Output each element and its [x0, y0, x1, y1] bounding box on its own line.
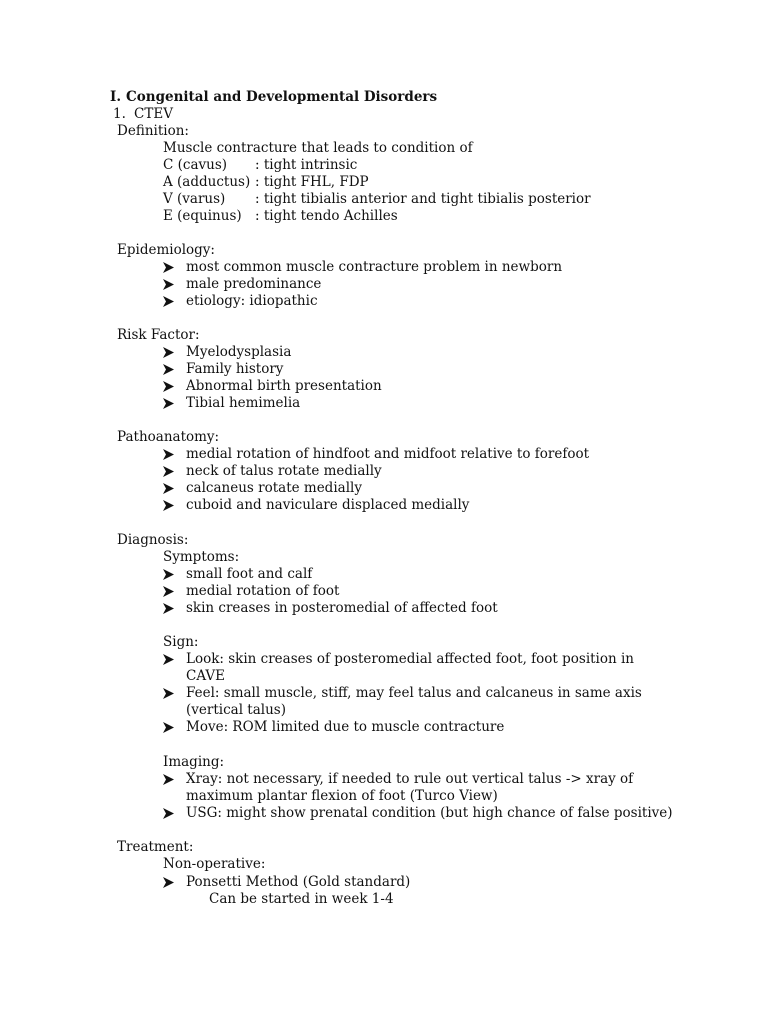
arrow-bullet-icon: [163, 583, 175, 597]
sign-label: Sign:: [163, 634, 199, 650]
diagnosis-label: Diagnosis:: [117, 532, 189, 548]
list-item-continuation: (vertical talus): [186, 702, 286, 718]
list-item: most common muscle contracture problem in newborn: [186, 259, 563, 275]
list-item: neck of talus rotate medially: [186, 463, 382, 479]
arrow-bullet-icon: [163, 378, 175, 392]
arrow-bullet-icon: [163, 600, 175, 614]
list-item-continuation: CAVE: [186, 668, 226, 684]
epidemiology-label: Epidemiology:: [117, 242, 215, 258]
list-item: etiology: idiopathic: [186, 293, 318, 309]
arrow-bullet-icon: [163, 259, 175, 273]
list-item: Look: skin creases of posteromedial affected foot, foot position in: [186, 651, 635, 667]
list-item: Move: ROM limited due to muscle contracture: [186, 719, 505, 735]
list-item: male predominance: [186, 276, 322, 292]
definition-intro: Muscle contracture that leads to condition of: [163, 140, 473, 156]
imaging-label: Imaging:: [163, 754, 225, 770]
symptoms-label: Symptoms:: [163, 549, 240, 565]
arrow-bullet-icon: [163, 566, 175, 580]
item-title: CTEV: [134, 106, 173, 122]
arrow-bullet-icon: [163, 771, 175, 785]
list-item: Family history: [186, 361, 284, 377]
list-item-continuation: maximum plantar flexion of foot (Turco View): [186, 788, 498, 804]
arrow-bullet-icon: [163, 395, 175, 409]
item-number: 1.: [113, 106, 126, 122]
arrow-bullet-icon: [163, 446, 175, 460]
arrow-bullet-icon: [163, 361, 175, 375]
definition-value: : tight FHL, FDP: [255, 174, 369, 190]
arrow-bullet-icon: [163, 276, 175, 290]
arrow-bullet-icon: [163, 874, 175, 888]
list-item: calcaneus rotate medially: [186, 480, 362, 496]
pathoanatomy-label: Pathoanatomy:: [117, 429, 220, 445]
list-item: Myelodysplasia: [186, 344, 292, 360]
list-item: medial rotation of foot: [186, 583, 340, 599]
list-item: Tibial hemimelia: [186, 395, 301, 411]
list-item: Ponsetti Method (Gold standard): [186, 874, 411, 890]
list-item: cuboid and naviculare displaced medially: [186, 497, 470, 513]
list-item: Xray: not necessary, if needed to rule out vertical talus -> xray of: [186, 771, 634, 787]
definition-term: E (equinus): [163, 208, 242, 224]
definition-label: Definition:: [117, 123, 189, 139]
list-item: Feel: small muscle, stiff, may feel talus and calcaneus in same axis: [186, 685, 642, 701]
definition-value: : tight intrinsic: [255, 157, 358, 173]
list-item: Abnormal birth presentation: [186, 378, 382, 394]
arrow-bullet-icon: [163, 293, 175, 307]
arrow-bullet-icon: [163, 719, 175, 733]
definition-term: A (adductus): [163, 174, 251, 190]
arrow-bullet-icon: [163, 497, 175, 511]
section-numeral: I.: [110, 89, 122, 105]
list-item: medial rotation of hindfoot and midfoot relative to forefoot: [186, 446, 590, 462]
arrow-bullet-icon: [163, 805, 175, 819]
non-operative-label: Non-operative:: [163, 856, 266, 872]
arrow-bullet-icon: [163, 685, 175, 699]
risk-factor-label: Risk Factor:: [117, 327, 200, 343]
definition-term: V (varus): [163, 191, 226, 207]
definition-value: : tight tendo Achilles: [255, 208, 398, 224]
list-item: skin creases in posteromedial of affected foot: [186, 600, 498, 616]
section-heading: Congenital and Developmental Disorders: [126, 89, 438, 105]
definition-value: : tight tibialis anterior and tight tibialis posterior: [255, 191, 591, 207]
definition-term: C (cavus): [163, 157, 228, 173]
arrow-bullet-icon: [163, 480, 175, 494]
treatment-label: Treatment:: [117, 839, 194, 855]
list-item: USG: might show prenatal condition (but high chance of false positive): [186, 805, 673, 821]
ponsetti-note: Can be started in week 1-4: [209, 891, 394, 907]
arrow-bullet-icon: [163, 344, 175, 358]
list-item: small foot and calf: [186, 566, 313, 582]
arrow-bullet-icon: [163, 463, 175, 477]
arrow-bullet-icon: [163, 651, 175, 665]
